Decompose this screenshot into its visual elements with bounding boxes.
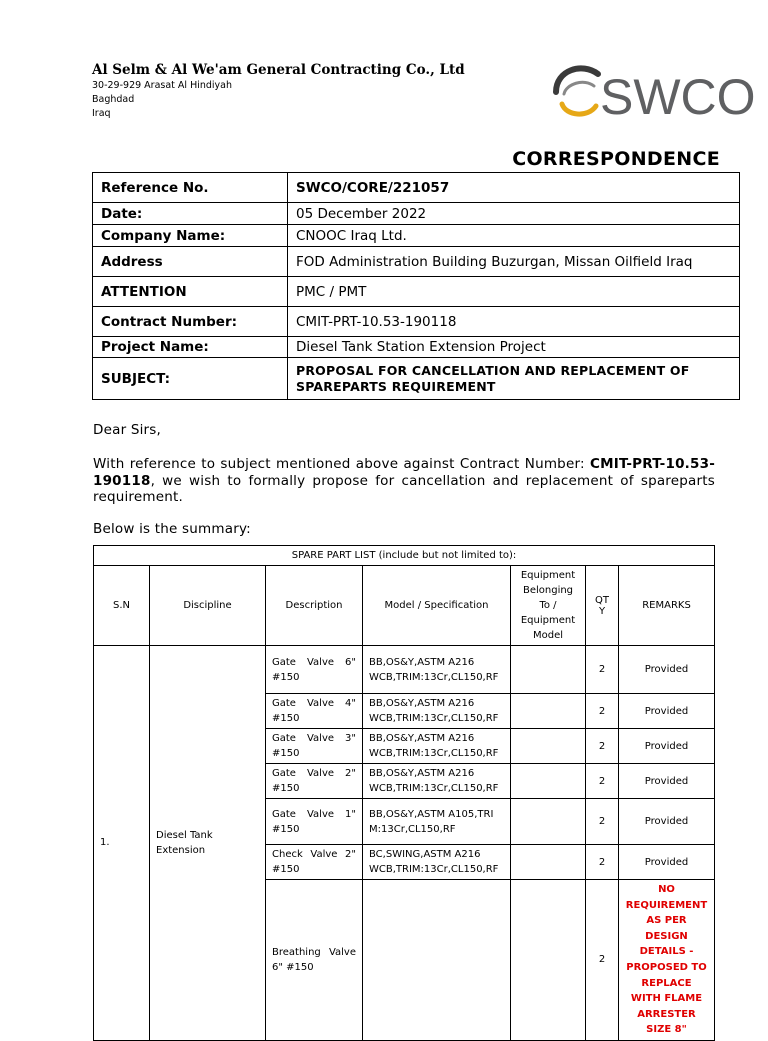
row-remarks: Provided <box>619 764 715 799</box>
reference-value: SWCO/CORE/221057 <box>288 173 740 203</box>
row-description: Gate Valve 2" #150 <box>266 764 363 799</box>
company-name: Al Selm & Al We'am General Contracting Co., Ltd <box>92 62 465 78</box>
row-qty: 2 <box>586 646 619 694</box>
row-equipment <box>511 764 586 799</box>
info-row-project <box>93 337 740 358</box>
company-value: CNOOC Iraq Ltd. <box>288 225 740 247</box>
paragraph-contract-number: CMIT-PRT-10.53-190118 <box>93 456 715 489</box>
row-description: Breathing Valve 6" #150 <box>266 880 363 1041</box>
row-description: Check Valve 2" #150 <box>266 845 363 880</box>
contract-label: Contract Number: <box>93 307 288 337</box>
header-sn: S.N <box>94 566 150 646</box>
row-model: BB,OS&Y,ASTM A216 WCB,TRIM:13Cr,CL150,RF <box>363 694 511 729</box>
attention-label: ATTENTION <box>93 277 288 307</box>
row-model: BB,OS&Y,ASTM A216 WCB,TRIM:13Cr,CL150,RF <box>363 646 511 694</box>
row-description: Gate Valve 6" #150 <box>266 646 363 694</box>
reference-label: Reference No. <box>93 173 288 203</box>
info-row-company <box>93 225 740 247</box>
row-remarks: Provided <box>619 845 715 880</box>
project-value: Diesel Tank Station Extension Project <box>288 337 740 358</box>
attention-value: PMC / PMT <box>288 277 740 307</box>
row-qty: 2 <box>586 764 619 799</box>
row-equipment <box>511 799 586 845</box>
logo-wordmark: SWCO <box>600 69 756 125</box>
row-qty: 2 <box>586 694 619 729</box>
swco-logo <box>552 52 756 136</box>
spare-table-title-row <box>94 546 715 566</box>
row-model: BC,SWING,ASTM A216 WCB,TRIM:13Cr,CL150,RF <box>363 845 511 880</box>
row-model <box>363 880 511 1041</box>
header-remarks: REMARKS <box>619 566 715 646</box>
header-qty: QTY <box>586 566 619 646</box>
row-qty: 2 <box>586 845 619 880</box>
spare-table-title: SPARE PART LIST (include but not limited to): <box>94 546 715 566</box>
row-qty: 2 <box>586 880 619 1041</box>
group-sn: 1. <box>94 646 150 1041</box>
address-line-2: Baghdad <box>92 94 135 105</box>
address-line-3: Iraq <box>92 108 111 119</box>
row-model: BB,OS&Y,ASTM A216 WCB,TRIM:13Cr,CL150,RF <box>363 729 511 764</box>
info-row-contract <box>93 307 740 337</box>
group-discipline: Diesel Tank Extension <box>150 646 266 1041</box>
date-value: 05 December 2022 <box>288 203 740 225</box>
contract-value: CMIT-PRT-10.53-190118 <box>288 307 740 337</box>
row-equipment <box>511 729 586 764</box>
paragraph-prefix: With reference to subject mentioned above against Contract Number: <box>93 456 590 472</box>
row-description: Gate Valve 1" #150 <box>266 799 363 845</box>
row-remarks: Provided <box>619 694 715 729</box>
row-description: Gate Valve 3" #150 <box>266 729 363 764</box>
address-line-1: 30-29-929 Arasat Al Hindiyah <box>92 80 233 91</box>
row-qty: 2 <box>586 799 619 845</box>
row-equipment <box>511 880 586 1041</box>
row-model: BB,OS&Y,ASTM A216 WCB,TRIM:13Cr,CL150,RF <box>363 764 511 799</box>
info-row-date <box>93 203 740 225</box>
company-label: Company Name: <box>93 225 288 247</box>
header-description: Description <box>266 566 363 646</box>
info-row-reference <box>93 173 740 203</box>
row-remarks: Provided <box>619 799 715 845</box>
row-remarks: Provided <box>619 729 715 764</box>
row-remarks-alert: NO REQUIREMENT AS PER DESIGN DETAILS - PROPOSED TO REPLACE WITH FLAME ARRESTER SIZE 8" <box>619 880 715 1041</box>
row-model: BB,OS&Y,ASTM A105,TRIM:13Cr,CL150,RF <box>363 799 511 845</box>
header-model: Model / Specification <box>363 566 511 646</box>
subject-value: PROPOSAL FOR CANCELLATION AND REPLACEMENT OF SPAREPARTS REQUIREMENT <box>288 358 740 400</box>
correspondence-info-table <box>92 172 740 400</box>
summary-intro: Below is the summary: <box>93 521 251 537</box>
header-discipline: Discipline <box>150 566 266 646</box>
spare-table-header-row <box>94 566 715 646</box>
row-description: Gate Valve 4" #150 <box>266 694 363 729</box>
address-value: FOD Administration Building Buzurgan, Missan Oilfield Iraq <box>288 247 740 277</box>
row-qty: 2 <box>586 729 619 764</box>
info-row-address <box>93 247 740 277</box>
document-title: CORRESPONDENCE <box>512 148 720 170</box>
project-label: Project Name: <box>93 337 288 358</box>
subject-label: SUBJECT: <box>93 358 288 400</box>
paragraph-suffix: , we wish to formally propose for cancellation and replacement of spareparts requirement. <box>93 472 715 505</box>
salutation: Dear Sirs, <box>93 422 162 438</box>
spare-part-table <box>93 545 715 1041</box>
row-remarks: Provided <box>619 646 715 694</box>
letter-paragraph <box>93 456 715 506</box>
info-row-subject <box>93 358 740 400</box>
row-equipment <box>511 646 586 694</box>
row-equipment <box>511 694 586 729</box>
address-label: Address <box>93 247 288 277</box>
date-label: Date: <box>93 203 288 225</box>
table-row <box>94 646 715 694</box>
row-equipment <box>511 845 586 880</box>
info-row-attention <box>93 277 740 307</box>
header-equipment: Equipment Belonging To / Equipment Model <box>511 566 586 646</box>
